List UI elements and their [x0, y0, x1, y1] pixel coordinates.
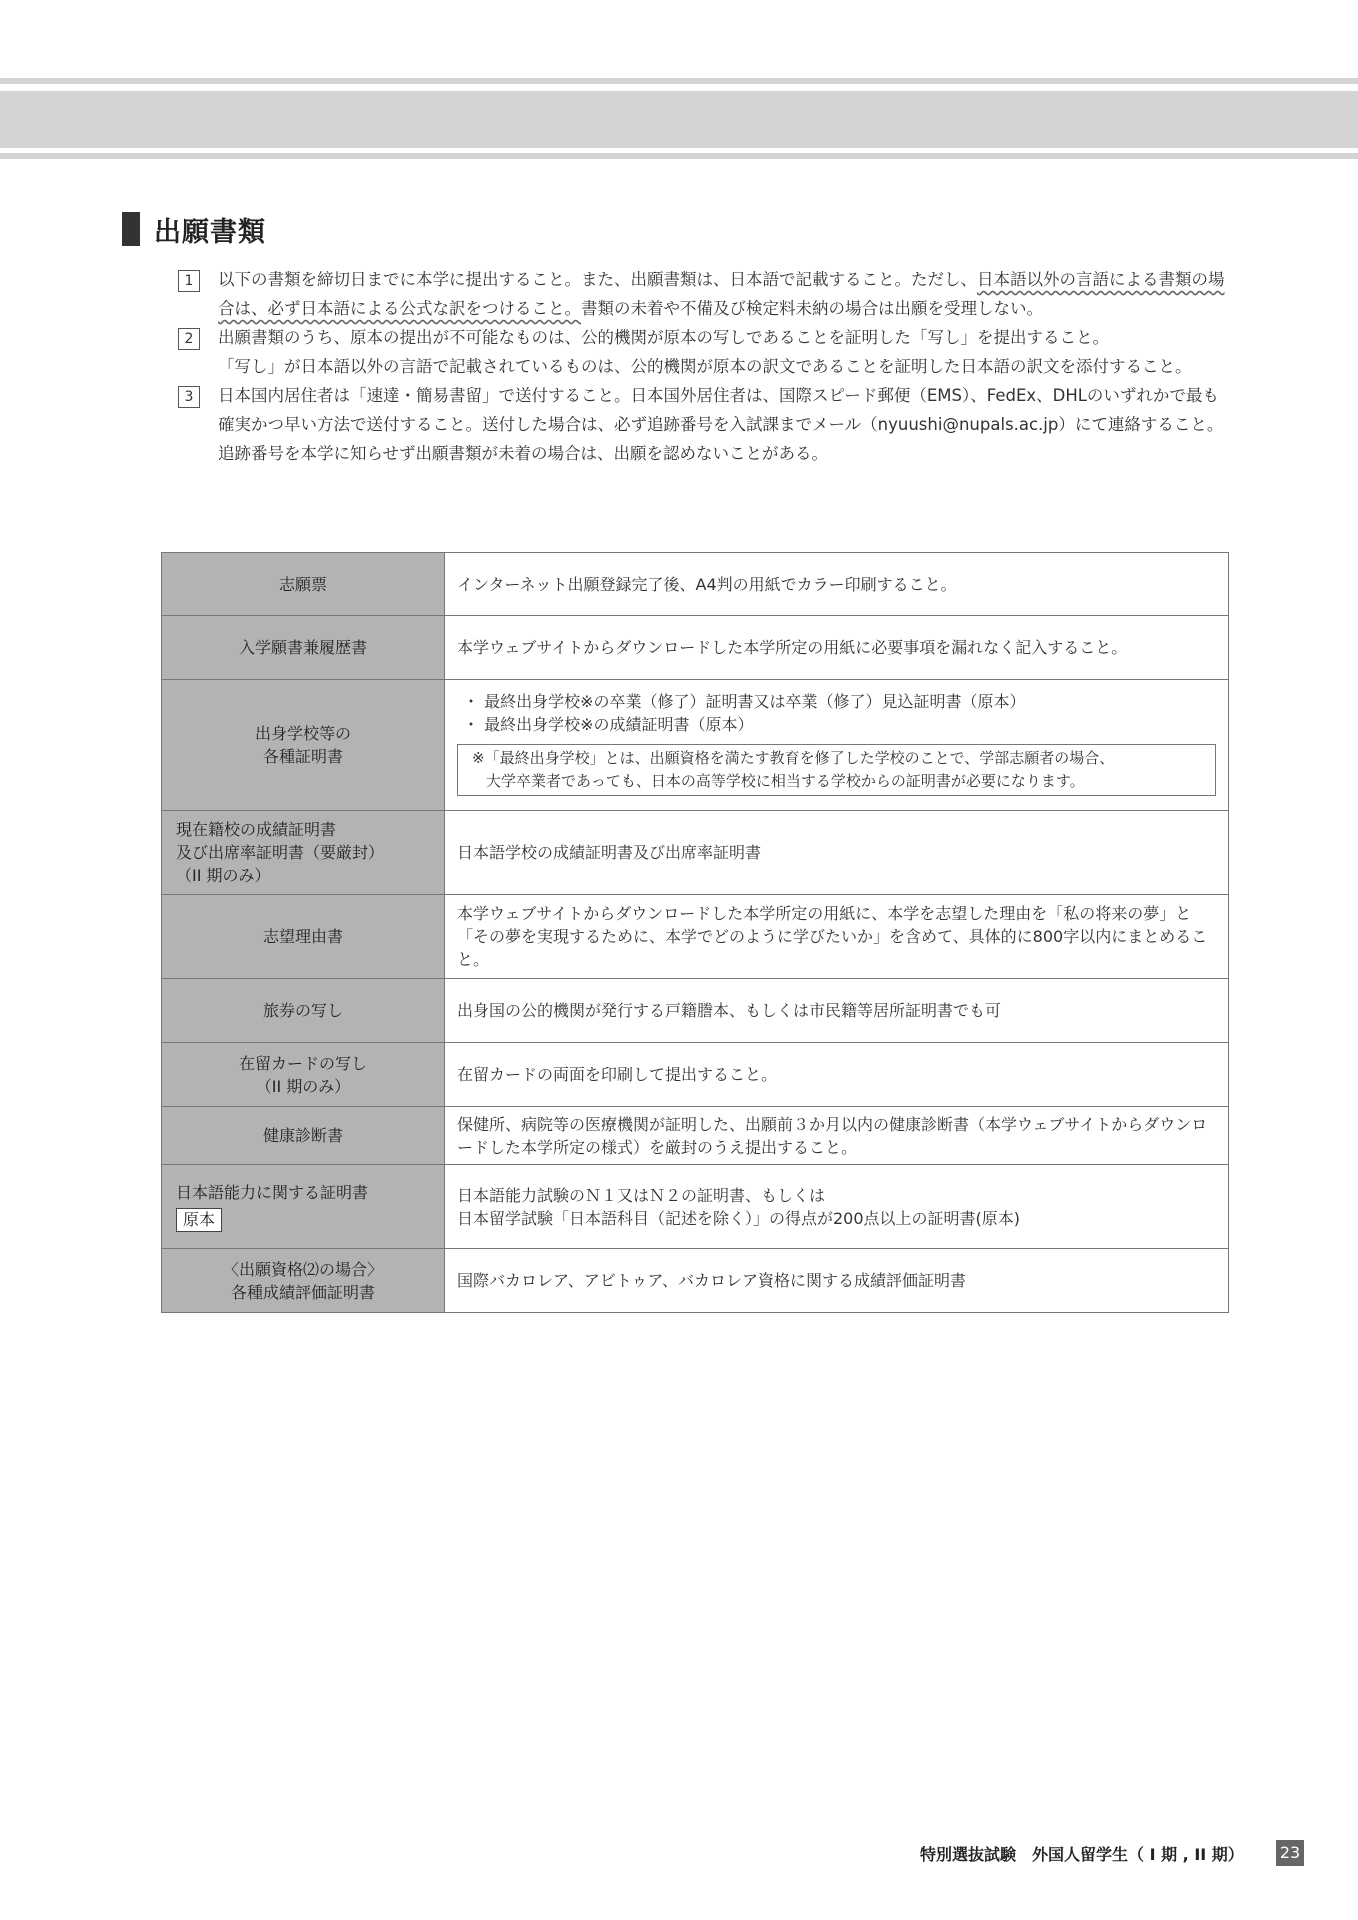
note-number: 3 — [178, 386, 200, 408]
row-content: 本学ウェブサイトからダウンロードした本学所定の用紙に、本学を志望した理由を「私の将来の夢」と「その夢を実現するために、本学でどのように学びたいか」を含めて、具体的に800字以内にまとめること。 — [445, 895, 1229, 979]
table-row — [162, 979, 1229, 1043]
footnote-line: ※「最終出身学校」とは、出願資格を満たす教育を修了した学校のことで、学部志願者の場合、 — [472, 749, 1115, 767]
bullet-item: ・ 最終出身学校※の成績証明書（原本） — [463, 715, 754, 734]
row-label — [162, 1249, 445, 1313]
table-row — [162, 616, 1229, 680]
footnote-line: 大学卒業者であっても、日本の高等学校に相当する学校からの証明書が必要になります。 — [486, 772, 1085, 790]
row-label: 入学願書兼履歴書 — [162, 616, 445, 680]
content-line: 日本語能力試験のＮ１又はＮ２の証明書、もしくは — [457, 1185, 826, 1205]
content-line: 日本留学試験「日本語科目（記述を除く）」の得点が200点以上の証明書(原本) — [457, 1208, 1021, 1228]
table-row — [162, 1107, 1229, 1165]
header-band-line-bottom — [0, 153, 1358, 159]
footnote-box — [457, 744, 1216, 796]
section-heading — [122, 212, 266, 246]
note-item — [178, 265, 1228, 323]
row-label: 志望理由書 — [162, 895, 445, 979]
row-label-line: （II 期のみ） — [176, 866, 271, 885]
table-row — [162, 553, 1229, 616]
notes-list — [178, 265, 1228, 468]
table-row — [162, 811, 1229, 895]
row-label-line: 及び出席率証明書（要厳封） — [176, 843, 385, 862]
row-content — [445, 680, 1229, 811]
table-row — [162, 1165, 1229, 1249]
note-number: 1 — [178, 270, 200, 292]
heading-marker — [122, 212, 140, 246]
note-item — [178, 381, 1228, 468]
note-text: 書類の未着や不備及び検定料未納の場合は出願を受理しない。 — [581, 299, 1043, 318]
note-text: 「写し」が日本語以外の言語で記載されているものは、公的機関が原本の訳文であることを証明した日本語の訳文を添付すること。 — [218, 357, 1192, 376]
row-label-line: 在留カードの写し — [238, 1053, 367, 1073]
table-row — [162, 1043, 1229, 1107]
row-content: 保健所、病院等の医療機関が証明した、出願前３か月以内の健康診断書（本学ウェブサイトからダウンロードした本学所定の様式）を厳封のうえ提出すること。 — [445, 1107, 1229, 1165]
note-text: 日本国内居住者は「速達・簡易書留」で送付すること。日本国外居住者は、国際スピード郵便（EMS）、FedEx、DHLのいずれかで最も確実かつ早い方法で送付すること。送付した場合は、必ず追跡番号を入試課までメール（nyuushi@nupals.ac.jp）にて連絡すること。追跡番号を本学に知らせず出願書類が未着の場合は、出願を認めないことがある。 — [218, 386, 1224, 463]
page-number: 23 — [1276, 1840, 1304, 1866]
row-content: インターネット出願登録完了後、A4判の用紙でカラー印刷すること。 — [445, 553, 1229, 616]
row-label — [162, 1043, 445, 1107]
note-emphasis: 日本語以外の言語による書類の場合は、必ず日本語による公式な訳をつけること。 — [218, 270, 1225, 318]
row-content: 出身国の公的機関が発行する戸籍謄本、もしくは市民籍等居所証明書でも可 — [445, 979, 1229, 1043]
section-title: 出願書類 — [154, 216, 266, 248]
row-label-line: 日本語能力に関する証明書 — [176, 1183, 369, 1202]
note-text: 出願書類のうち、原本の提出が不可能なものは、公的機関が原本の写しであることを証明した「写し」を提出すること。 — [218, 328, 1109, 347]
header-band — [0, 91, 1358, 148]
row-label-line: 〈出願資格⑵の場合〉 — [222, 1259, 383, 1279]
row-label-line: 現在籍校の成績証明書 — [176, 820, 337, 839]
row-label: 健康診断書 — [162, 1107, 445, 1165]
row-content: 国際バカロレア、アビトゥア、バカロレア資格に関する成績評価証明書 — [445, 1249, 1229, 1313]
row-label-line: 出身学校等の — [254, 724, 351, 743]
row-label-line: 各種証明書 — [262, 747, 343, 766]
row-content: 日本語学校の成績証明書及び出席率証明書 — [445, 811, 1229, 895]
row-label: 志願票 — [162, 553, 445, 616]
row-content: 本学ウェブサイトからダウンロードした本学所定の用紙に必要事項を漏れなく記入すること。 — [445, 616, 1229, 680]
note-number: 2 — [178, 328, 200, 350]
documents-table — [161, 552, 1229, 1313]
note-text: 以下の書類を締切日までに本学に提出すること。また、出願書類は、日本語で記載すること。ただし、 — [218, 270, 977, 289]
row-label-line: 各種成績評価証明書 — [230, 1282, 375, 1302]
row-label-line: （II 期のみ） — [255, 1076, 351, 1096]
bullet-item: ・ 最終出身学校※の卒業（修了）証明書又は卒業（修了）見込証明書（原本） — [463, 692, 1026, 711]
row-label — [162, 1165, 445, 1249]
row-label — [162, 680, 445, 811]
row-content: 在留カードの両面を印刷して提出すること。 — [445, 1043, 1229, 1107]
table-row — [162, 680, 1229, 811]
table-row — [162, 1249, 1229, 1313]
row-label: 旅券の写し — [162, 979, 445, 1043]
header-band-line-top — [0, 78, 1358, 84]
row-label — [162, 811, 445, 895]
table-row — [162, 895, 1229, 979]
note-item — [178, 323, 1228, 381]
row-content — [445, 1165, 1229, 1249]
footer-text: 特別選抜試験 外国人留学生（ I 期 , II 期） — [920, 1845, 1244, 1864]
original-badge: 原本 — [176, 1208, 222, 1232]
